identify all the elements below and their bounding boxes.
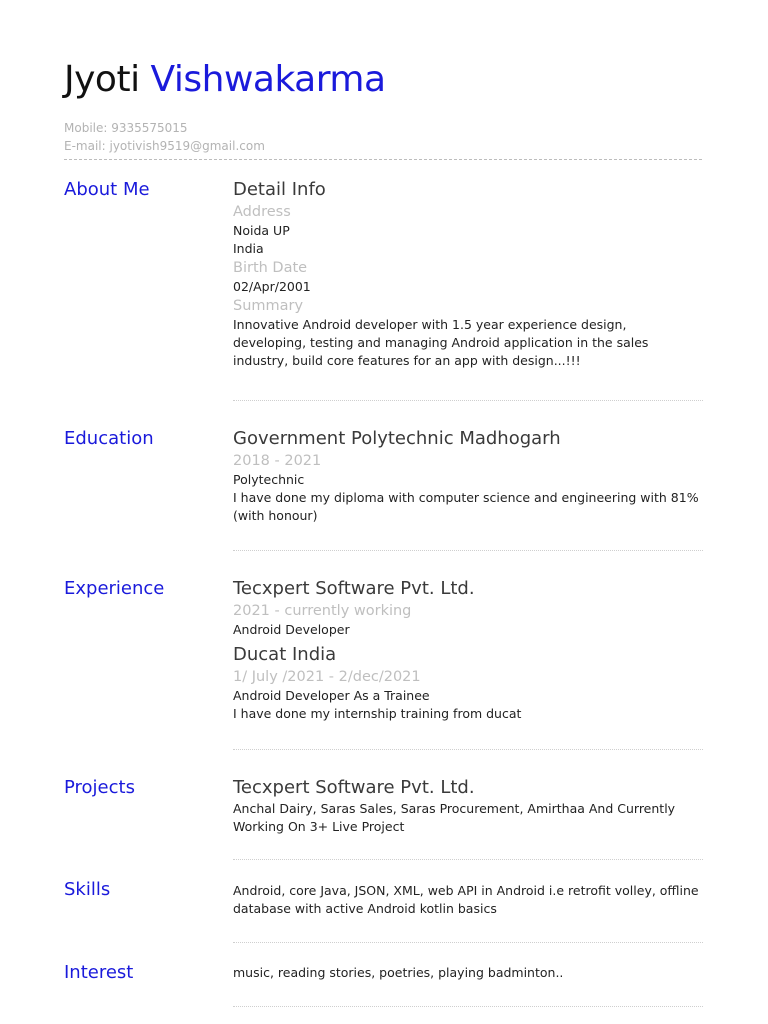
address-line-1: Noida UP — [233, 223, 290, 238]
interest-body — [233, 964, 703, 982]
section-divider — [233, 859, 703, 860]
project-company: Tecxpert Software Pvt. Ltd. — [233, 777, 475, 798]
job-2-role: Android Developer As a Trainee — [233, 688, 430, 703]
mobile-number: Mobile: 9335575015 — [64, 121, 188, 135]
section-divider — [233, 942, 703, 943]
last-name: Vishwakarma — [150, 59, 386, 100]
project-description: Anchal Dairy, Saras Sales, Saras Procurement, Amirthaa And Currently Working On 3+ Live Project — [233, 801, 676, 834]
header-divider — [64, 159, 702, 160]
email-address: E-mail: jyotivish9519@gmail.com — [64, 139, 265, 153]
experience-body — [233, 577, 703, 723]
section-heading-about: About Me — [64, 179, 150, 200]
job-2-company: Ducat India — [233, 644, 337, 665]
birth-date-value: 02/Apr/2001 — [233, 279, 311, 294]
section-heading-experience: Experience — [64, 578, 165, 599]
birth-date-label: Birth Date — [233, 260, 308, 276]
skills-body — [233, 882, 703, 918]
education-body — [233, 427, 703, 525]
section-heading-skills: Skills — [64, 879, 111, 900]
section-heading-education: Education — [64, 428, 154, 449]
school-name: Government Polytechnic Madhogarh — [233, 428, 561, 449]
job-2-description: I have done my internship training from ducat — [233, 706, 522, 721]
job-2-period: 1/ July /2021 - 2/dec/2021 — [233, 669, 421, 685]
contact-info — [64, 119, 265, 155]
education-description: I have done my diploma with computer science and engineering with 81% (with honour) — [233, 490, 699, 523]
projects-body — [233, 776, 703, 836]
interest-description: music, reading stories, poetries, playing badminton.. — [233, 965, 564, 980]
job-1-company: Tecxpert Software Pvt. Ltd. — [233, 578, 475, 599]
degree-name: Polytechnic — [233, 472, 305, 487]
job-1-period: 2021 - currently working — [233, 603, 412, 619]
section-divider — [233, 400, 703, 401]
section-divider — [233, 550, 703, 551]
section-heading-interest: Interest — [64, 962, 134, 983]
job-1-role: Android Developer — [233, 622, 350, 637]
skills-description: Android, core Java, JSON, XML, web API in Android i.e retrofit volley, offline database with active Android kotlin basics — [233, 883, 699, 916]
candidate-name — [64, 56, 386, 104]
summary-label: Summary — [233, 298, 304, 314]
address-line-2: India — [233, 241, 264, 256]
first-name: Jyoti — [64, 59, 140, 100]
detail-info-title: Detail Info — [233, 179, 326, 200]
summary-text: Innovative Android developer with 1.5 year experience design, developing, testing and managing Android application in the sales industry, build core features for an app with design...!!! — [233, 317, 649, 368]
section-divider — [233, 1006, 703, 1007]
education-years: 2018 - 2021 — [233, 453, 322, 469]
section-divider — [233, 749, 703, 750]
address-label: Address — [233, 204, 291, 220]
about-body — [233, 178, 703, 370]
section-heading-projects: Projects — [64, 777, 135, 798]
